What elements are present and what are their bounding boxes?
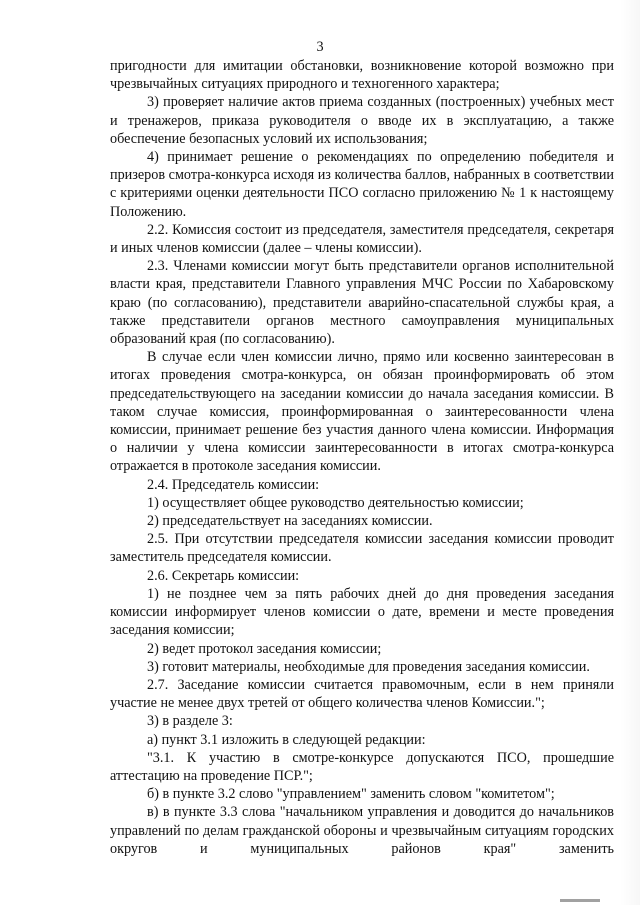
paragraph: 1) не позднее чем за пять рабочих дней до дня проведения заседания комиссии информирует членов комиссии о дате, времени и месте проведения заседания комиссии;	[110, 585, 614, 639]
document-body	[110, 57, 614, 858]
paragraph: "3.1. К участию в смотре-конкурсе допускаются ПСО, прошедшие аттестацию на проведение ПСР.";	[110, 749, 614, 784]
paragraph: в) в пункте 3.3 слова "начальником управления и доводится до начальников управлений по делам гражданской обороны и чрезвычайным ситуациям городских округов и муниципальных районов края" заменить	[110, 804, 614, 857]
paragraph: 4) принимает решение о рекомендациях по определению победителя и призеров смотра-конкурса исходя из количества баллов, набранных в соответствии с критериями оценки деятельности ПСО согласно приложению № 1 к настоящему Положению.	[110, 149, 614, 220]
paragraph: 2) ведет протокол заседания комиссии;	[147, 640, 382, 657]
scan-edge-shadow	[620, 0, 640, 905]
paragraph: 2.7. Заседание комиссии считается правомочным, если в нем приняли участие не менее двух третей от общего количества членов Комиссии.";	[110, 676, 614, 712]
paragraph: 2.6. Секретарь комиссии:	[147, 567, 300, 584]
paragraph: пригодности для имитации обстановки, возникновение которой возможно при чрезвычайных ситуациях природного и техногенного характера;	[110, 58, 614, 93]
paragraph: 2.3. Членами комиссии могут быть представители органов исполнительной власти края, представители Главного управления МЧС России по Хабаровскому краю (по согласованию), представители аварийно-спасательной службы края, а также представители органов местного самоуправления муниципальных образований края (по согласованию).	[110, 258, 614, 348]
paragraph: В случае если член комиссии лично, прямо или косвенно заинтересован в итогах проведения смотра-конкурса, он обязан проинформировать об этом председательствующего на заседании комиссии до начала заседания комиссии. В таком случае комиссия, проинформированная о заинтересованности члена комиссии, принимает решение без участия данного члена комиссии. Информация о наличии у члена комиссии заинтересованности в итогах смотра-конкурса отражается в протоколе заседания комиссии.	[110, 349, 614, 475]
paragraph: 3) проверяет наличие актов приема созданных (построенных) учебных мест и тренажеров, приказа руководителя о вводе их в эксплуатацию, а также обеспечение безопасных условий их использования;	[110, 94, 614, 147]
page-number: 3	[316, 39, 324, 55]
paragraph: б) в пункте 3.2 слово "управлением" заменить словом "комитетом";	[147, 786, 555, 803]
paragraph: 2.4. Председатель комиссии:	[147, 476, 320, 493]
paragraph: а) пункт 3.1 изложить в следующей редакции:	[147, 731, 426, 748]
paragraph: 2.2. Комиссия состоит из председателя, заместителя председателя, секретаря и иных членов комиссии (далее – члены комиссии).	[110, 221, 614, 257]
paragraph: 3) в разделе 3:	[147, 713, 233, 730]
scan-artifact	[560, 899, 600, 902]
paragraph: 1) осуществляет общее руководство деятельностью комиссии;	[147, 494, 524, 511]
paragraph: 2.5. При отсутствии председателя комиссии заседания комиссии проводит заместитель председателя комиссии.	[110, 531, 614, 566]
paragraph: 3) готовит материалы, необходимые для проведения заседания комиссии.	[147, 658, 590, 675]
paragraph: 2) председательствует на заседаниях комиссии.	[147, 513, 433, 530]
